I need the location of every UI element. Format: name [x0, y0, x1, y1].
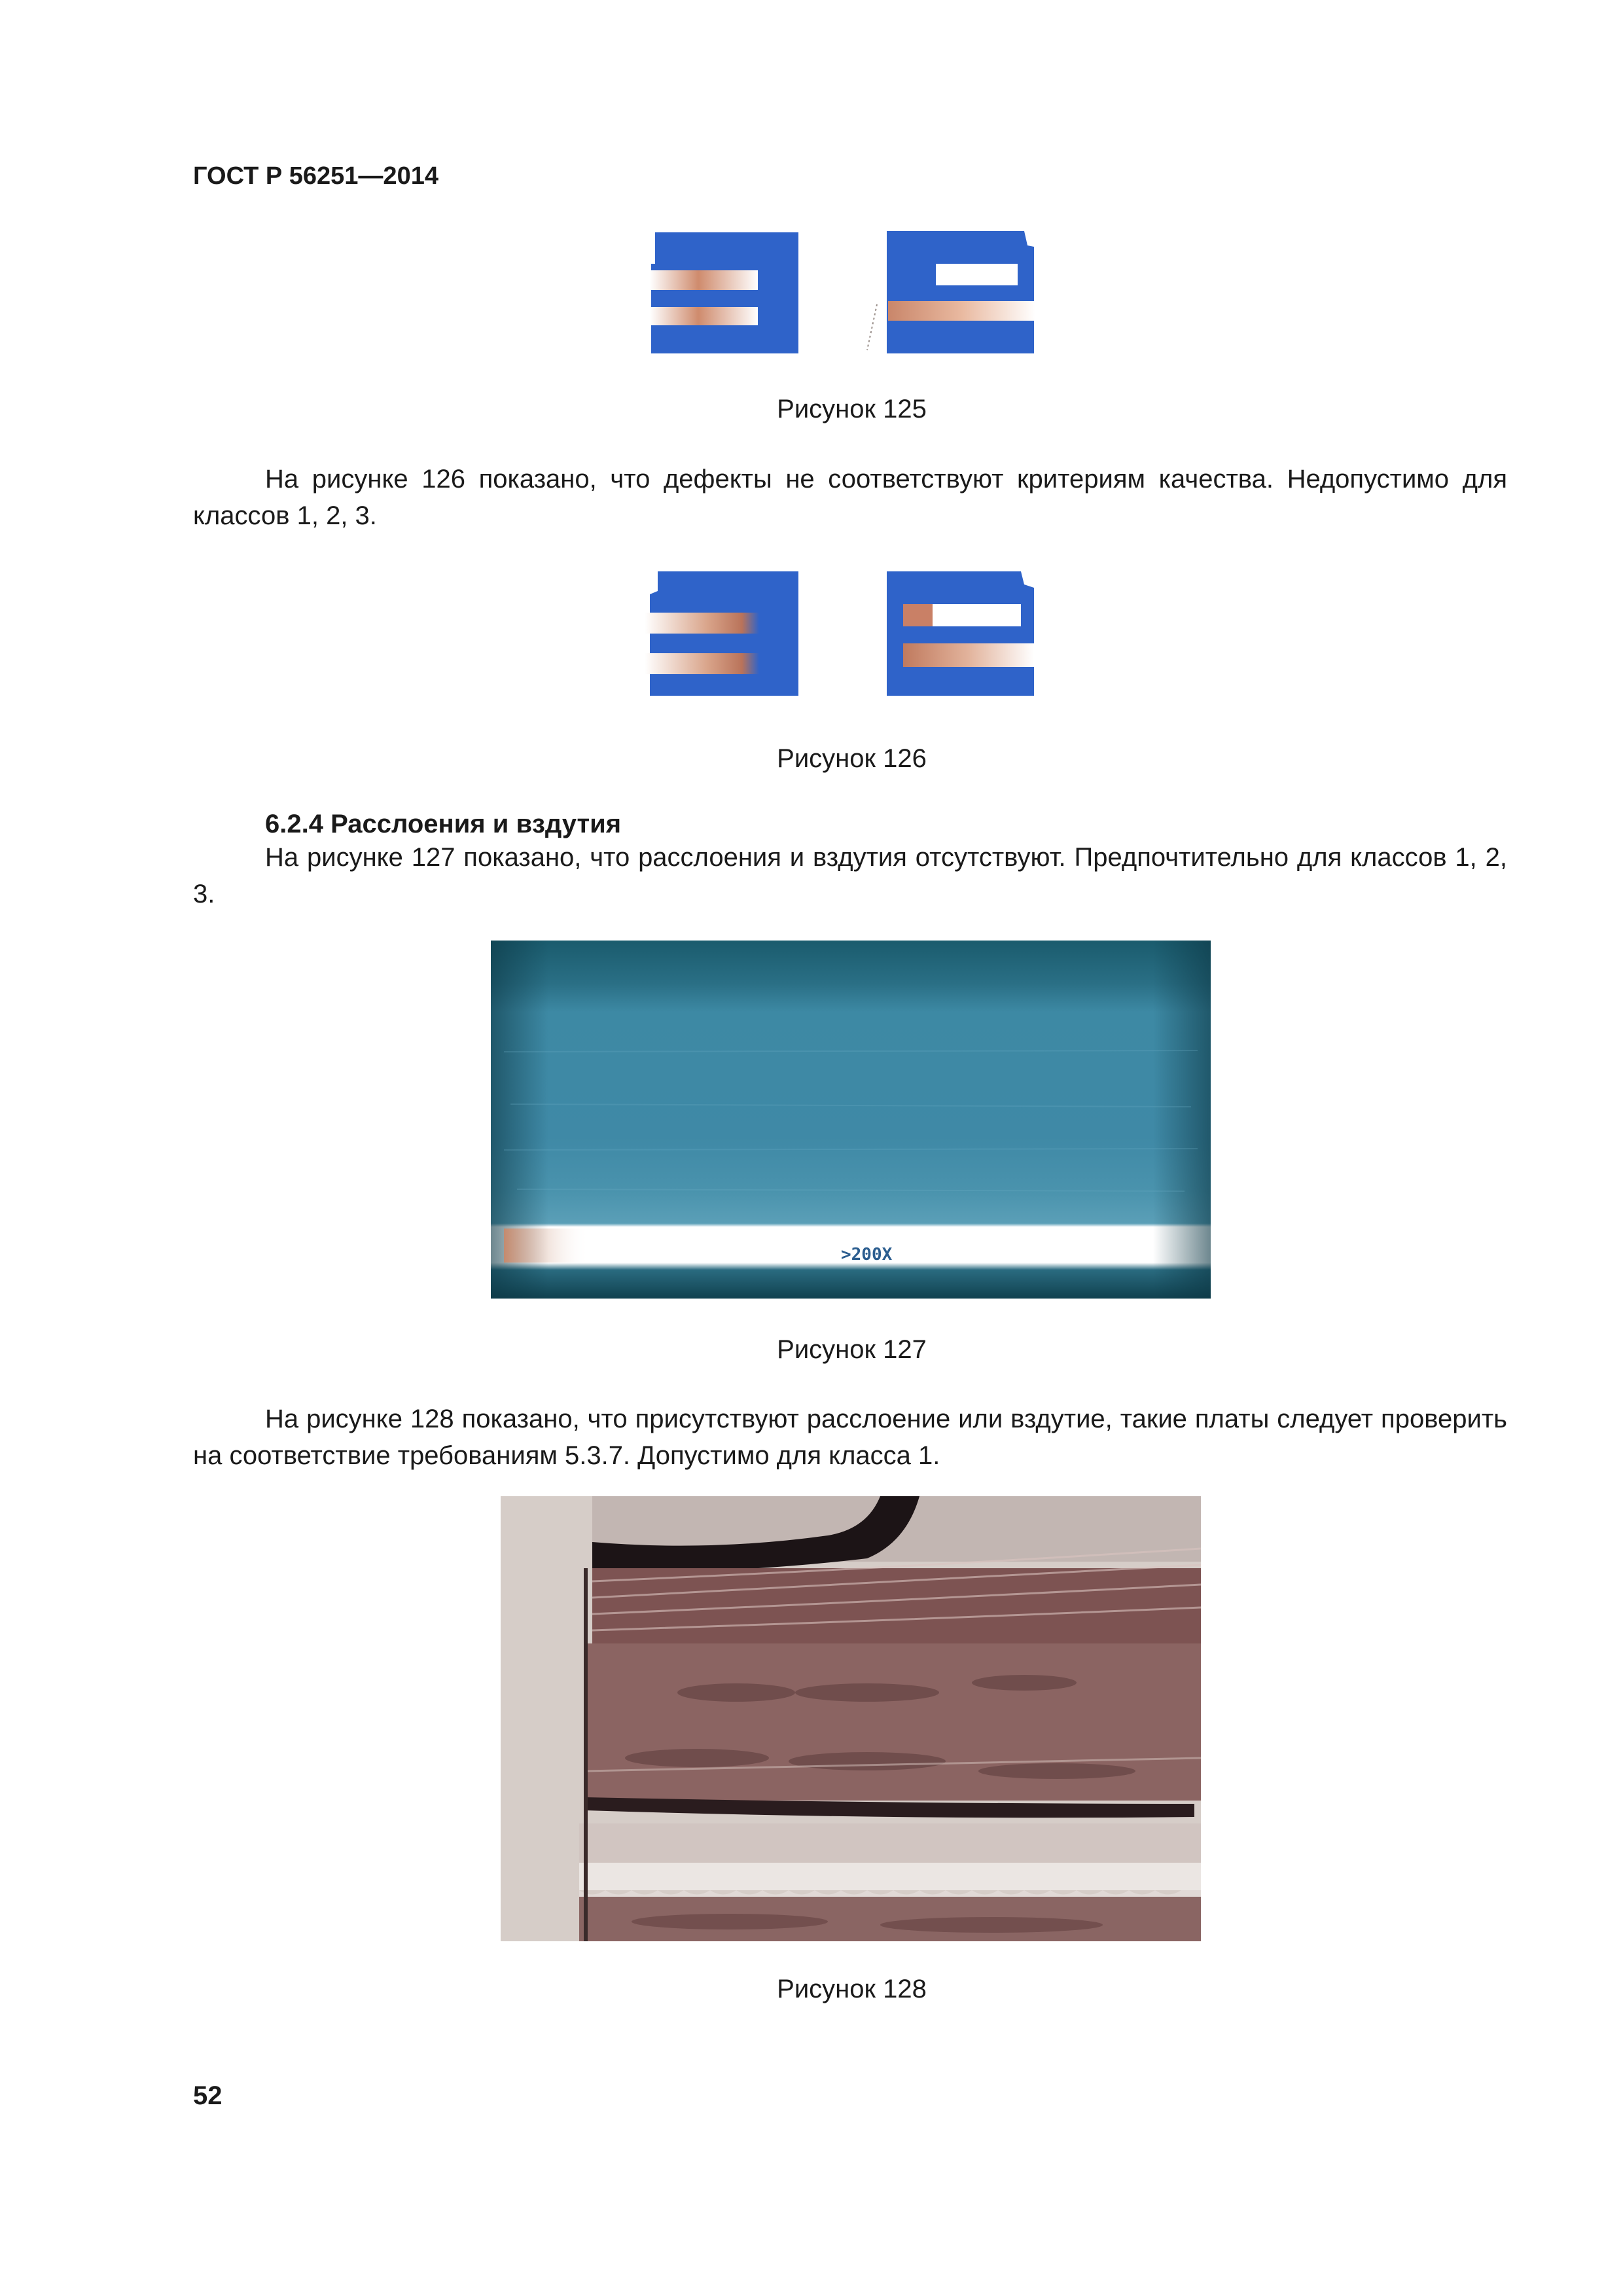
document-header: ГОСТ Р 56251—2014 — [193, 162, 438, 190]
figure-126-right-specimen — [887, 571, 1034, 696]
figure-128-image — [501, 1496, 1201, 1941]
figure-126-caption: Рисунок 126 — [777, 744, 927, 773]
paragraph-figure-128: На рисунке 128 показано, что присутствуют расслоение или вздутие, такие платы следует проверить на соответствие требованиям 5.3.7. Допустимо для класса 1. — [193, 1405, 1507, 1470]
figure-127-image — [491, 941, 1211, 1299]
paragraph-figure-126: На рисунке 126 показано, что дефекты не соответствуют критериям качества. Недопустимо для классов 1, 2, 3. — [193, 465, 1507, 530]
figure-125-left-specimen — [646, 231, 798, 353]
figure-126-image — [645, 562, 1063, 702]
section-heading: 6.2.4 Расслоения и вздутия — [265, 810, 622, 838]
figure-125-caption: Рисунок 125 — [777, 395, 927, 423]
figure-125-right-specimen — [867, 231, 1035, 353]
figure-127-caption: Рисунок 127 — [777, 1335, 927, 1364]
page-number: 52 — [193, 2081, 223, 2110]
figure-128-caption: Рисунок 128 — [777, 1975, 927, 2003]
figure-126-left-specimen — [645, 571, 798, 696]
figure-125-image — [645, 219, 1063, 360]
paragraph-figure-127: На рисунке 127 показано, что расслоения и вздутия отсутствуют. Предпочтительно для классов 1, 2, 3. — [193, 843, 1507, 908]
magnification-label: >200X — [841, 1245, 893, 1265]
